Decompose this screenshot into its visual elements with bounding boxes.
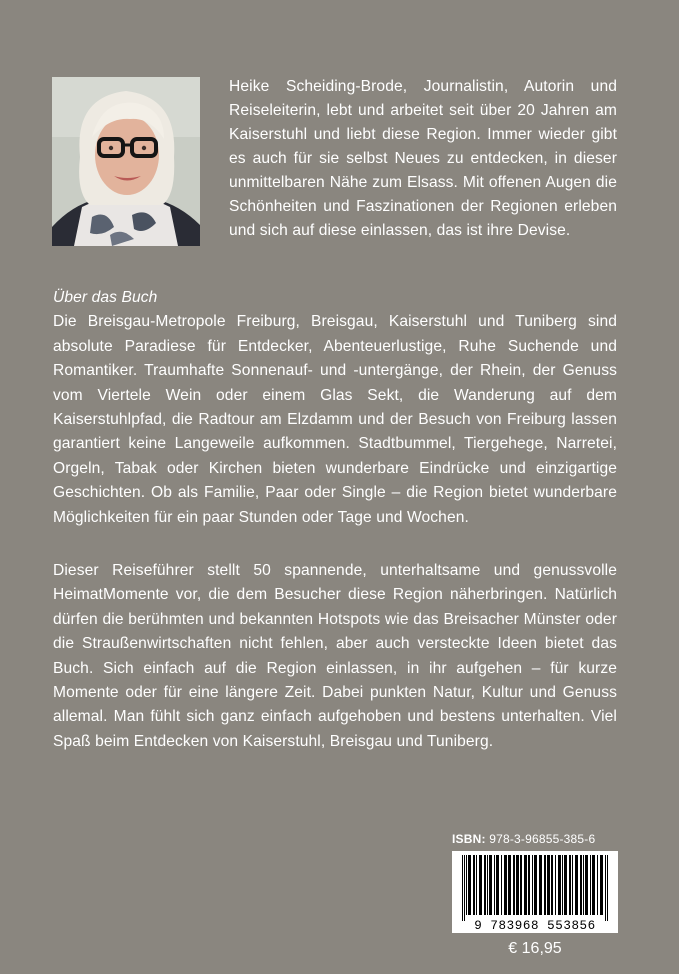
- barcode-bar: [534, 855, 537, 915]
- barcode-bar: [476, 855, 477, 915]
- about-book-paragraph-2-container: [53, 559, 617, 754]
- barcode-bar: [532, 855, 533, 915]
- author-bio: Heike Scheiding-Brode, Journalistin, Autorin und Reiseleiterin, lebt und arbeitet seit über 20 Jahren am Kaiserstuhl und liebt diese Region. Immer wieder gibt es auch für sie selbst Neues zu entdecken, in dieser unmittelbaren Nähe zum Elsass. Mit offenen Augen die Schönheiten und Faszinationen der Regionen erleben und sich auf diese einlassen, das ist ihre Devise.: [229, 78, 617, 239]
- barcode-bar: [572, 855, 573, 915]
- barcode-bar: [569, 855, 571, 915]
- barcode-bar: [468, 855, 471, 915]
- barcode-bar: [487, 855, 488, 915]
- barcode-bar: [564, 855, 567, 915]
- about-book-heading: Über das Buch: [53, 289, 158, 306]
- barcode-bar: [547, 855, 550, 915]
- barcode-guard-bar: [607, 855, 608, 921]
- barcode-bar: [484, 855, 486, 915]
- barcode-bar: [580, 855, 582, 915]
- barcode-bar: [524, 855, 527, 915]
- barcode-bar: [600, 855, 603, 915]
- barcode-bar: [558, 855, 561, 915]
- barcode-bar: [551, 855, 553, 915]
- barcode-bar: [555, 855, 556, 915]
- barcode-bar: [590, 855, 591, 915]
- barcode-bar: [504, 855, 507, 915]
- about-book-section: [53, 286, 617, 530]
- barcode: [452, 851, 618, 933]
- barcode-guard-bar: [462, 855, 463, 921]
- about-book-paragraph-2: Dieser Reiseführer stellt 50 spannende, unterhaltsame und genussvolle HeimatMomente vor, die dem Besucher diese Region näherbringen. Natürlich dürfen die berühmten und bekannten Hotspots wie das Breisacher Münster oder die Straußenwirtschaften nicht fehlen, aber auch versteckte Ideen bietet das Buch. Sich einfach auf die Region einlassen, in ihr aufgehen – für kurze Momente oder für eine längere Zeit. Dabei punkten Natur, Kultur und Genuss allemal. Man fühlt sich ganz einfach aufgehoben und bestens unterhalten. Viel Spaß beim Entdecken von Kaiserstuhl, Breisgau und Tuniberg.: [53, 562, 617, 750]
- barcode-bar: [592, 855, 595, 915]
- barcode-bar: [597, 855, 598, 915]
- barcode-graphic: [452, 851, 618, 933]
- barcode-bar: [583, 855, 584, 915]
- barcode-bar: [496, 855, 499, 915]
- barcode-bar: [544, 855, 546, 915]
- barcode-bar: [575, 855, 578, 915]
- barcode-bar: [479, 855, 482, 915]
- barcode-bar: [473, 855, 475, 915]
- barcode-bar: [466, 855, 467, 915]
- barcode-bar: [520, 855, 522, 915]
- barcode-bar: [539, 855, 542, 915]
- isbn-line: [452, 832, 618, 846]
- isbn-label: ISBN:: [452, 832, 486, 846]
- barcode-bar: [501, 855, 502, 915]
- barcode-bar: [528, 855, 530, 915]
- barcode-bar: [494, 855, 495, 915]
- barcode-digits: 9 783968 553856: [474, 919, 596, 933]
- author-photo: [52, 77, 200, 246]
- barcode-bar: [562, 855, 563, 915]
- barcode-bar: [513, 855, 515, 915]
- about-book-paragraph-1: Die Breisgau-Metropole Freiburg, Breisgau, Kaiserstuhl und Tuniberg sind absolute Paradiese für Entdecker, Abenteuerlustige, Ruhe Suchende und Romantiker. Traumhafte Sonnenauf- und -untergänge, der Rhein, der Genuss vom Viertele Wein oder einem Glas Sekt, die Wanderung auf dem Kaiserstuhlpfad, die Radtour am Elzdamm und der Besuch von Freiburg lassen garantiert keine Langeweile aufkommen. Stadtbummel, Tiergehege, Narretei, Orgeln, Tabak oder Kirchen bieten wunderbare Eindrücke und einzigartige Geschichten. Ob als Familie, Paar oder Single – die Region bietet wunderbare Möglichkeiten für ein paar Stunden oder Tage und Wochen.: [53, 313, 617, 526]
- isbn-number: 978-3-96855-385-6: [489, 832, 596, 846]
- barcode-bar: [508, 855, 511, 915]
- barcode-guard-bar: [464, 855, 465, 921]
- price: € 16,95: [508, 940, 562, 957]
- author-portrait-illustration: [52, 77, 200, 246]
- barcode-guard-bar: [605, 855, 606, 921]
- isbn-block: [452, 832, 618, 958]
- barcode-bar: [585, 855, 588, 915]
- barcode-bar: [516, 855, 519, 915]
- barcode-bar: [489, 855, 492, 915]
